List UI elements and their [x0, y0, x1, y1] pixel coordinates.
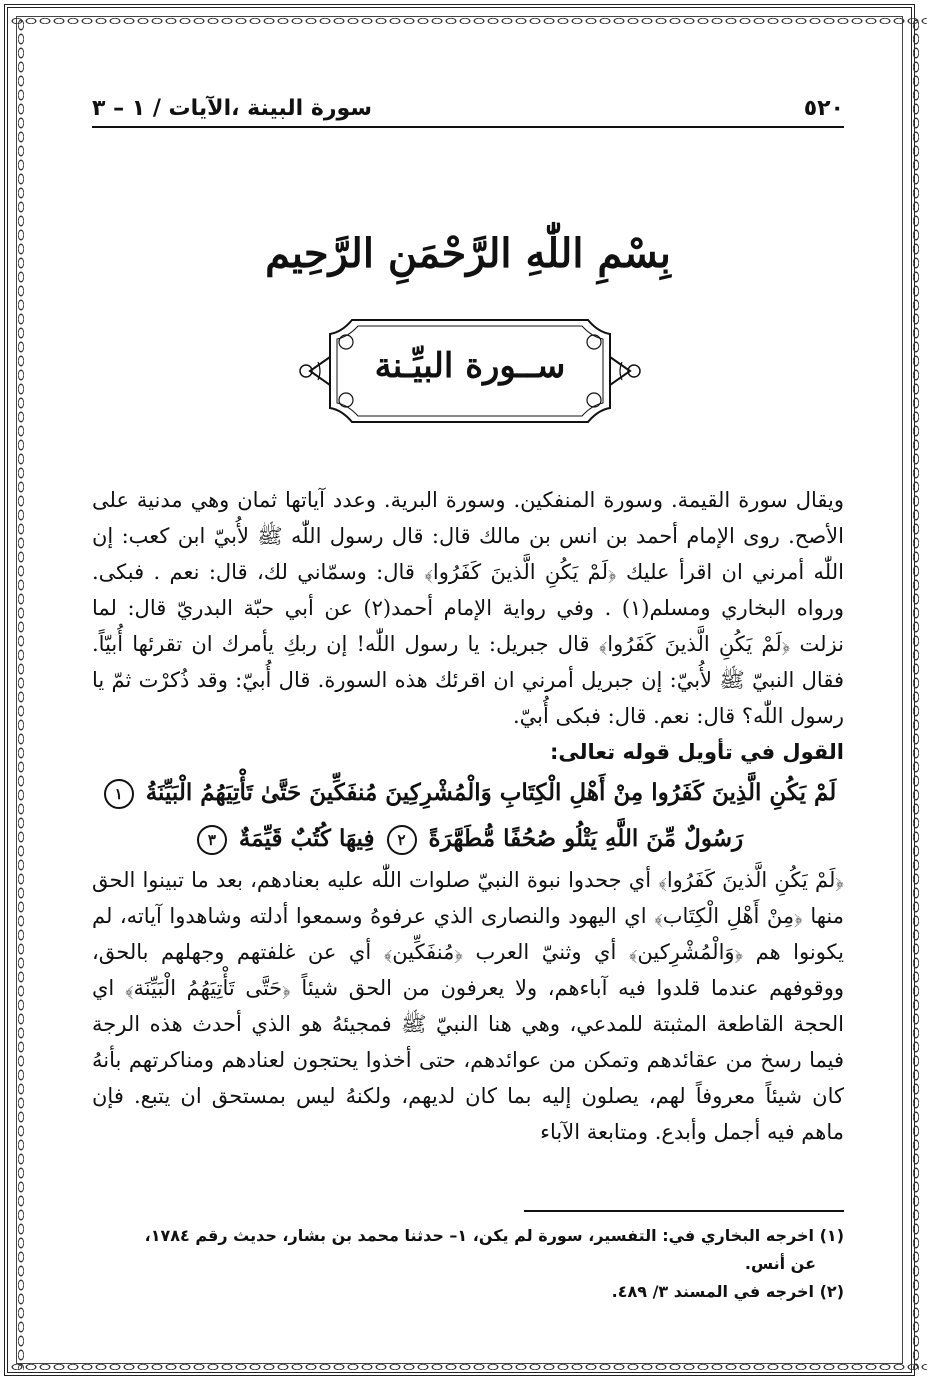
verse-number-marker: ١: [104, 779, 134, 809]
surah-title: ســورة البيِّـنة: [374, 346, 566, 386]
verse-number-marker: ٣: [197, 825, 227, 855]
footnote-rule: [524, 1210, 844, 1212]
verse-block: [92, 770, 844, 862]
tafsir-subheading: القول في تأويل قوله تعالى:: [550, 740, 844, 764]
footnote-1: (١) اخرجه البخاري في: التفسير، سورة لم يكن، ١– حدثنا محمد بن بشار، حديث رقم ١٧٨٤،: [144, 1226, 844, 1245]
left-ornament-chain: [16, 18, 26, 1370]
verse-number-marker: ٢: [387, 825, 417, 855]
verse-line-2: [92, 816, 844, 862]
footnotes: [92, 1210, 844, 1306]
verse-1-text: لَمْ يَكُنِ الَّذِينَ كَفَرُوا مِنْ أَهْلِ الْكِتَابِ وَالْمُشْرِكِينَ مُنفَكِّينَ حَتَّىٰ تَأْتِيَهُمُ الْبَيِّنَةُ: [145, 779, 837, 806]
bottom-ornament-chain: [10, 1362, 927, 1372]
running-title: سورة البينة ،الآيات / ١ – ٣: [92, 95, 372, 121]
basmala: بِسْمِ اللّٰهِ الرَّحْمَنِ الرَّحِيم: [265, 230, 671, 277]
body-text: [92, 482, 844, 1150]
running-header: [92, 90, 844, 128]
footnote-2: (٢) اخرجه في المسند ٣/ ٤٨٩.: [611, 1282, 844, 1301]
right-ornament-chain: [911, 18, 921, 1370]
footnote-1-continued: عن أنس.: [744, 1254, 816, 1273]
top-ornament-chain: [10, 16, 927, 26]
verse-line-1: [92, 770, 844, 816]
intro-paragraph: ويقال سورة القيمة. وسورة المنفكين. وسورة البرية. وعدد آياتها ثمان وهي مدنية على الأصح. روى الإمام أحمد بن انس بن مالك قال: قال رسول اللّٰه ﷺ لأُبيّ ابن كعب: إن اللّٰه أمرني ان اقرأ عليك ﴿لَمْ يَكُنِ الَّذينَ كَفَرُوا﴾ قال: وسمّاني لك، قال: نعم . فبكى. ورواه البخاري ومسلم(١) . وفي رواية الإمام أحمد(٢) عن أبي حبّة البدريّ قال: لما نزلت ﴿لَمْ يَكُنِ الَّذينَ كَفَرُوا﴾ قال جبريل: يا رسول اللّٰه! إن ربكِ يأمرك ان تقرئها أُبيّاً. فقال النبيّ ﷺ لأُبيّ: إن جبريل أمرني ان اقرئك هذه السورة. قال أُبيّ: وقد ذُكرْت ثمّ يا رسول اللّٰه؟ قال: نعم. قال: فبكى أُبيّ.: [92, 488, 844, 728]
page-content: [92, 60, 844, 1330]
verse-2-text: رَسُولٌ مِّنَ اللَّهِ يَتْلُو صُحُفًا مُّطَهَّرَةً: [428, 825, 744, 852]
surah-cartouche: [292, 312, 648, 430]
verse-3-text: فِيهَا كُتُبٌ قَيِّمَةٌ: [238, 825, 375, 852]
page-number: ٥٢٠: [803, 95, 844, 121]
commentary-paragraph: ﴿لَمْ يَكُنِ الَّذينَ كَفَرُوا﴾ أي جحدوا نبوة النبيّ صلوات اللّٰه عليه بعنادهم، بعد ما تبينوا الحق منها ﴿مِنْ أَهْلِ الْكِتَاب﴾ اي اليهود والنصارى الذي عرفوهُ وسمعوا أدلته وشاهدوا آياته، لم يكونوا هم ﴿وَالْمُشْرِكين﴾ أي وثنيّ العرب ﴿مُنفَكِّين﴾ أي عن غلفتهم وجهلهم بالحق، ووقوفهم عندما قلدوا فيه آباءهم، ولا يعرفون من الحق شيئاً ﴿حَتَّى تَأْتِيَهُمُ الْبَيِّنَة﴾ اي الحجة القاطعة المثبتة للمدعي، وهي هنا النبيّ ﷺ فمجيئهُ هو الذي أحدث هذه الرجة فيما رسخ من عقائدهم وتمكن من عوائدهم، حتى أخذوا يحتجون لعنادهم ومناكرتهم بأنهُ كان شيئاً معروفاً لهم، يصلون إليه بما كان لديهم، ولكنهُ ليس بمستحق ان يتبع. فإن ماهم فيه أجمل وأبدع. ومتابعة الآباء: [92, 868, 844, 1144]
